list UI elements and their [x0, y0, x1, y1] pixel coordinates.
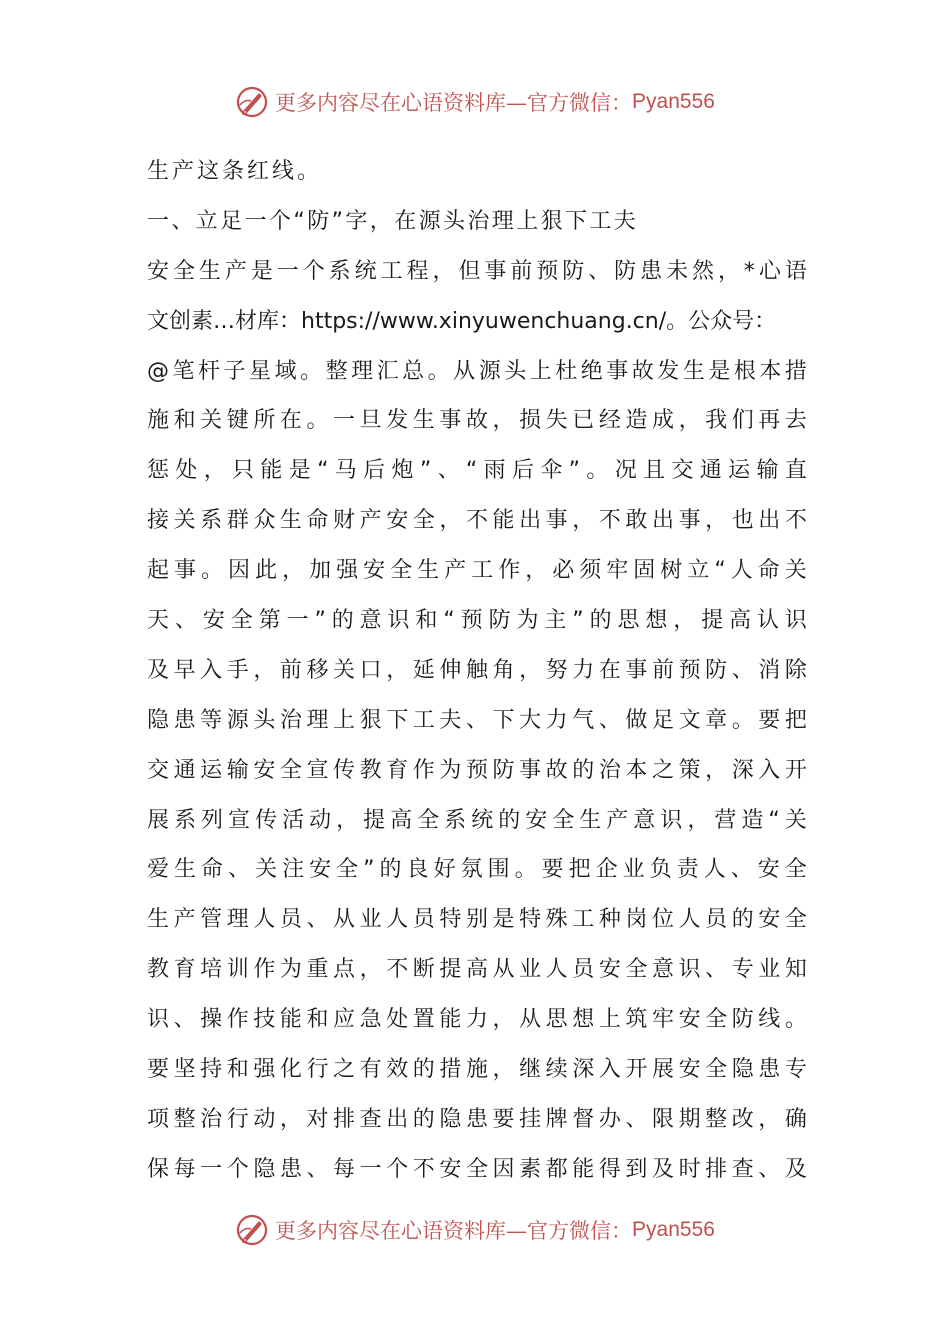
body-line: 项 整 治 行 动 ， 对 排 查 出 的 隐 患 要 挂 牌 督 办 、 限 期 整 改 ， 确 — [147, 1106, 807, 1132]
body-line: 生产这条红线。 — [147, 159, 323, 184]
header-watermark-banner — [0, 82, 950, 122]
body-line: 天 、 安 全 第 一 ” 的 意 识 和 “ 预 防 为 主 ” 的 思 想 ， 提 高 认 识 — [147, 608, 807, 634]
body-line: 施 和 关 键 所 在 。 一 旦 发 生 事 故 ， 损 失 已 经 造 成 ， 我 们 再 去 — [147, 408, 807, 434]
body-line: 要 坚 持 和 强 化 行 之 有 效 的 措 施 ， 继 续 深 入 开 展 安 全 隐 患 专 — [147, 1057, 807, 1083]
banner-text: 更多内容尽在心语资料库—官方微信： — [275, 91, 633, 115]
body-line: 文创素…材库：https://www.xinyuwenchuang.cn/。公众号： — [147, 308, 777, 334]
body-line: 爱 生 命 、 关 注 安 全 ” 的 良 好 氛 围 。 要 把 企 业 负 责 人 、 安 全 — [147, 857, 807, 883]
body-line: 及 早 入 手 ， 前 移 关 口 ， 延 伸 触 角 ， 努 力 在 事 前 预 防 、 消 除 — [147, 657, 807, 683]
body-line: 交 通 运 输 安 全 宣 传 教 育 作 为 预 防 事 故 的 治 本 之 策 ， 深 入 开 — [147, 757, 807, 783]
banner-wechat-id: Pyan556 — [632, 1218, 715, 1241]
banner-text: 更多内容尽在心语资料库—官方微信： — [275, 1219, 633, 1243]
body-line: 一、立足一个“防”字，在源头治理上狠下工夫 — [147, 208, 639, 234]
body-line: 惩 处 ， 只 能 是 “ 马 后 炮 ” 、 “ 雨 后 伞 ” 。 况 且 交 通 运 输 直 — [147, 458, 807, 484]
body-line: 起 事 。 因 此 ， 加 强 安 全 生 产 工 作 ， 必 须 牢 固 树 立 “ 人 命 关 — [147, 558, 807, 584]
body-line: 安 全 生 产 是 一 个 系 统 工 程 ， 但 事 前 预 防 、 防 患 未 然 ， * 心 语 — [147, 258, 807, 284]
document-body — [147, 147, 807, 1195]
body-line: @ 笔 杆 子 星 域 。 整 理 汇 总 。 从 源 头 上 杜 绝 事 故 发 生 是 根 本 措 — [147, 358, 807, 384]
footer-watermark-banner — [0, 1210, 950, 1250]
body-line: 展 系 列 宣 传 活 动 ， 提 高 全 系 统 的 安 全 生 产 意 识 ， 营 造 “ 关 — [147, 807, 807, 833]
body-line: 教 育 培 训 作 为 重 点 ， 不 断 提 高 从 业 人 员 安 全 意 识 、 专 业 知 — [147, 957, 807, 983]
banner-wechat-id: Pyan556 — [632, 90, 715, 113]
pen-logo-icon — [235, 85, 269, 119]
pen-logo-icon — [235, 1213, 269, 1247]
body-line: 接 关 系 群 众 生 命 财 产 安 全 ， 不 能 出 事 ， 不 敢 出 事 ， 也 出 不 — [147, 508, 807, 534]
body-line: 生 产 管 理 人 员 、 从 业 人 员 特 别 是 特 殊 工 种 岗 位 人 员 的 安 全 — [147, 907, 807, 933]
body-line: 保 每 一 个 隐 患 、 每 一 个 不 安 全 因 素 都 能 得 到 及 时 排 查 、 及 — [147, 1156, 807, 1182]
body-line: 隐 患 等 源 头 治 理 上 狠 下 工 夫 、 下 大 力 气 、 做 足 文 章 。 要 把 — [147, 707, 807, 733]
body-line: 识 、 操 作 技 能 和 应 急 处 置 能 力 ， 从 思 想 上 筑 牢 安 全 防 线 。 — [147, 1007, 807, 1033]
